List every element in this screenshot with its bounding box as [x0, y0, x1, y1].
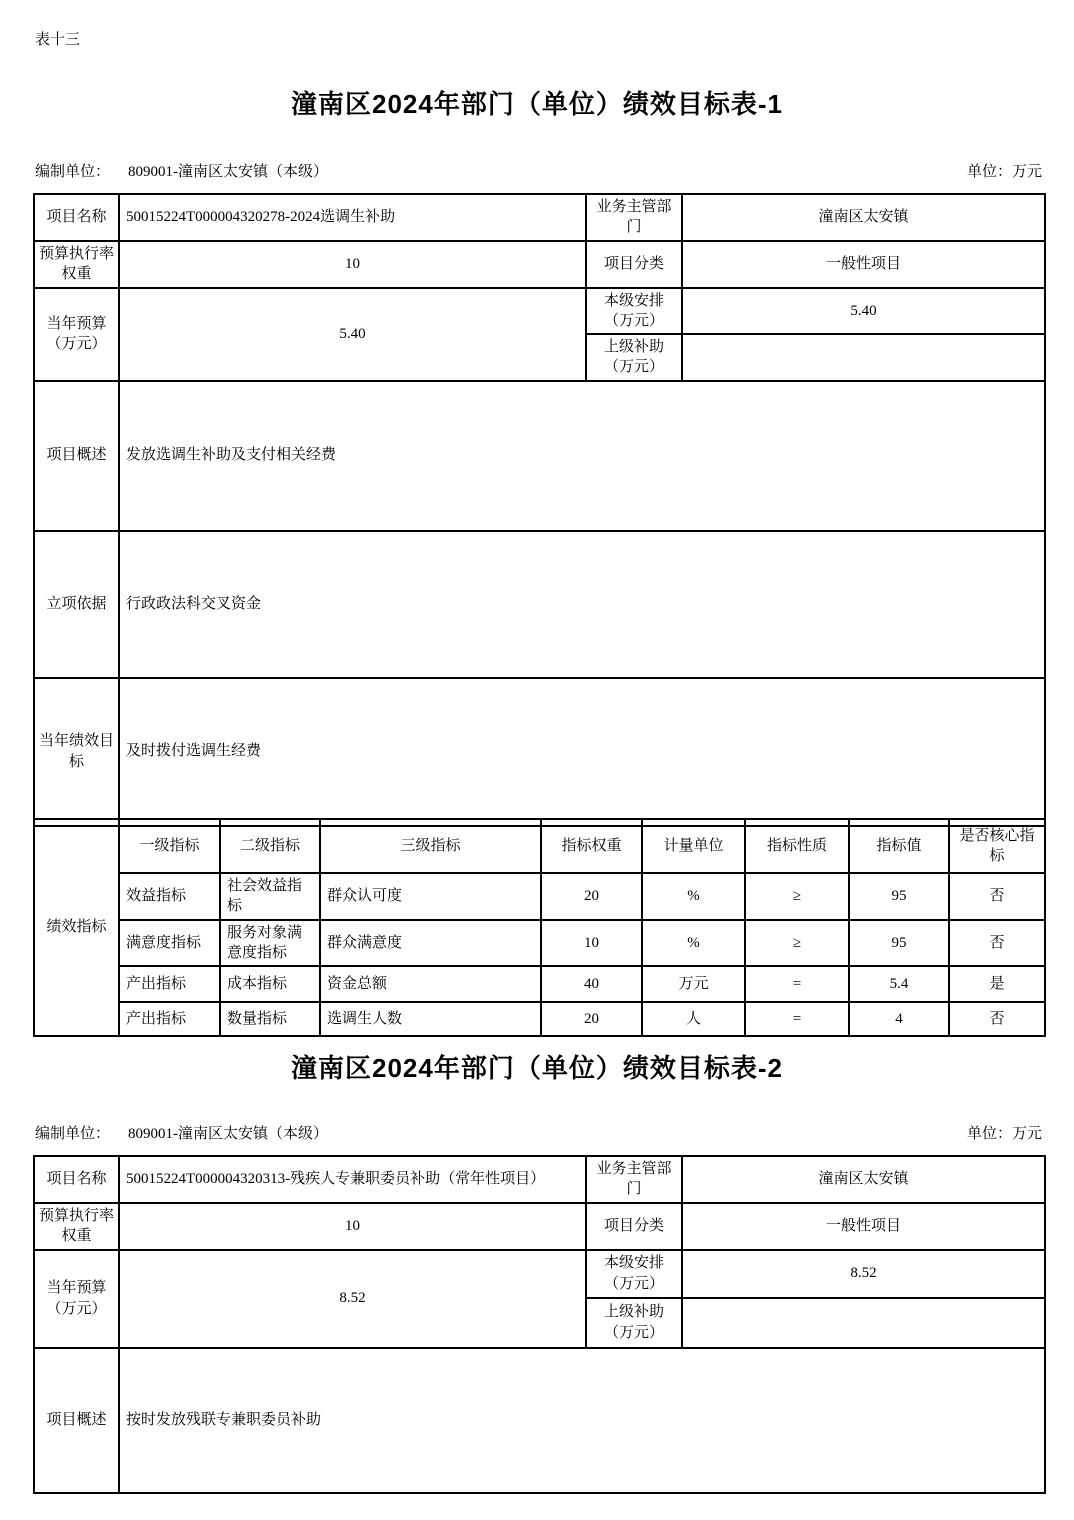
- ind-header-level1: 一级指标: [119, 819, 220, 873]
- ind-header-level2: 二级指标: [220, 819, 320, 873]
- indicator-header-row: [34, 819, 1045, 873]
- table1-title: 潼南区2024年部门（单位）绩效目标表-1: [291, 89, 783, 119]
- prepared-by-label: 编制单位：: [35, 164, 111, 180]
- t1-upper-value: [682, 334, 1045, 381]
- ind-cell: 产出指标: [119, 1002, 220, 1036]
- ind-cell: ≥: [745, 873, 849, 920]
- table-row: [34, 1348, 1045, 1493]
- table-row: [34, 1203, 1045, 1250]
- table-row: [34, 531, 1045, 678]
- ind-cell: %: [642, 873, 745, 920]
- ind-cell: ≥: [745, 920, 849, 967]
- table2-main: [33, 1155, 1046, 1494]
- t1-overview-label: 项目概述: [34, 381, 119, 531]
- t1-category-value: 一般性项目: [682, 241, 1045, 288]
- t1-goal-value: 及时拨付选调生经费: [119, 678, 1045, 826]
- t2-dept-value: 潼南区太安镇: [682, 1156, 1045, 1203]
- table1-main: [33, 193, 1046, 827]
- ind-cell: 95: [849, 873, 949, 920]
- t2-overview-value: 按时发放残联专兼职委员补助: [119, 1348, 1045, 1493]
- ind-header-weight: 指标权重: [541, 819, 642, 873]
- table-row: [34, 1156, 1045, 1203]
- t1-dept-label: 业务主管部门: [586, 194, 682, 241]
- t1-overview-value: 发放选调生补助及支付相关经费: [119, 381, 1045, 531]
- t2-weight-value: 10: [119, 1203, 586, 1250]
- indicator-row: [34, 1002, 1045, 1036]
- t1-goal-label: 当年绩效目标: [34, 678, 119, 826]
- table-row: [34, 194, 1045, 241]
- t1-local-label: 本级安排（万元）: [586, 288, 682, 335]
- t1-project-name-value: 50015224T000004320278-2024选调生补助: [119, 194, 586, 241]
- indicator-row: [34, 966, 1045, 1002]
- prepared-by: [35, 160, 328, 181]
- ind-cell: 4: [849, 1002, 949, 1036]
- t2-upper-value: [682, 1298, 1045, 1348]
- ind-header-level3: 三级指标: [320, 819, 541, 873]
- ind-cell: 20: [541, 1002, 642, 1036]
- ind-cell: =: [745, 966, 849, 1002]
- ind-cell: 40: [541, 966, 642, 1002]
- prepared-by-value: 809001-潼南区太安镇（本级）: [128, 1126, 329, 1142]
- t2-upper-label: 上级补助（万元）: [586, 1298, 682, 1348]
- t1-budget-value: 5.40: [119, 288, 586, 381]
- t2-budget-label: 当年预算（万元）: [34, 1250, 119, 1348]
- ind-cell: 群众认可度: [320, 873, 541, 920]
- table1-meta-row: [35, 160, 1042, 181]
- ind-cell: 10: [541, 920, 642, 967]
- table-row: [34, 381, 1045, 531]
- ind-cell: 效益指标: [119, 873, 220, 920]
- unit-note: 单位：万元: [966, 1126, 1042, 1142]
- ind-cell: 群众满意度: [320, 920, 541, 967]
- t2-category-label: 项目分类: [586, 1203, 682, 1250]
- ind-header-unit: 计量单位: [642, 819, 745, 873]
- ind-cell: 成本指标: [220, 966, 320, 1002]
- t2-project-name-value: 50015224T000004320313-残疾人专兼职委员补助（常年性项目）: [119, 1156, 586, 1203]
- prepared-by: [35, 1122, 328, 1143]
- ind-cell: %: [642, 920, 745, 967]
- t2-weight-label: 预算执行率权重: [34, 1203, 119, 1250]
- t1-perf-label: 绩效指标: [34, 819, 119, 1036]
- t1-weight-label: 预算执行率权重: [34, 241, 119, 288]
- t1-upper-label: 上级补助（万元）: [586, 334, 682, 381]
- t1-project-name-label: 项目名称: [34, 194, 119, 241]
- table2-title: 潼南区2024年部门（单位）绩效目标表-2: [291, 1053, 783, 1083]
- ind-cell: 选调生人数: [320, 1002, 541, 1036]
- ind-cell: 20: [541, 873, 642, 920]
- ind-cell: 人: [642, 1002, 745, 1036]
- ind-cell: 满意度指标: [119, 920, 220, 967]
- ind-cell: 社会效益指标: [220, 873, 320, 920]
- prepared-by-value: 809001-潼南区太安镇（本级）: [128, 164, 329, 180]
- ind-cell: =: [745, 1002, 849, 1036]
- table2-meta-row: [35, 1122, 1042, 1143]
- t2-local-label: 本级安排（万元）: [586, 1250, 682, 1298]
- t2-category-value: 一般性项目: [682, 1203, 1045, 1250]
- table-row: [34, 288, 1045, 335]
- t2-local-value: 8.52: [682, 1250, 1045, 1298]
- t2-dept-label: 业务主管部门: [586, 1156, 682, 1203]
- t2-budget-value: 8.52: [119, 1250, 586, 1348]
- table-row: [34, 678, 1045, 826]
- t1-category-label: 项目分类: [586, 241, 682, 288]
- table-number-tag: 表十三: [35, 32, 81, 48]
- ind-cell: 万元: [642, 966, 745, 1002]
- ind-cell: 否: [949, 873, 1045, 920]
- table-row: [34, 1250, 1045, 1298]
- ind-cell: 服务对象满意度指标: [220, 920, 320, 967]
- indicator-row: [34, 873, 1045, 920]
- ind-cell: 95: [849, 920, 949, 967]
- t1-budget-label: 当年预算（万元）: [34, 288, 119, 381]
- table-row: [34, 241, 1045, 288]
- ind-header-core: 是否核心指标: [949, 819, 1045, 873]
- ind-header-value: 指标值: [849, 819, 949, 873]
- t2-overview-label: 项目概述: [34, 1348, 119, 1493]
- t1-dept-value: 潼南区太安镇: [682, 194, 1045, 241]
- ind-cell: 否: [949, 920, 1045, 967]
- unit-note: 单位：万元: [966, 164, 1042, 180]
- ind-cell: 资金总额: [320, 966, 541, 1002]
- t1-local-value: 5.40: [682, 288, 1045, 335]
- ind-cell: 数量指标: [220, 1002, 320, 1036]
- t1-weight-value: 10: [119, 241, 586, 288]
- t1-basis-value: 行政政法科交叉资金: [119, 531, 1045, 678]
- table1-indicators: [33, 818, 1046, 1037]
- ind-header-nature: 指标性质: [745, 819, 849, 873]
- ind-cell: 是: [949, 966, 1045, 1002]
- t1-basis-label: 立项依据: [34, 531, 119, 678]
- ind-cell: 5.4: [849, 966, 949, 1002]
- prepared-by-label: 编制单位：: [35, 1126, 111, 1142]
- t2-project-name-label: 项目名称: [34, 1156, 119, 1203]
- ind-cell: 否: [949, 1002, 1045, 1036]
- ind-cell: 产出指标: [119, 966, 220, 1002]
- indicator-row: [34, 920, 1045, 967]
